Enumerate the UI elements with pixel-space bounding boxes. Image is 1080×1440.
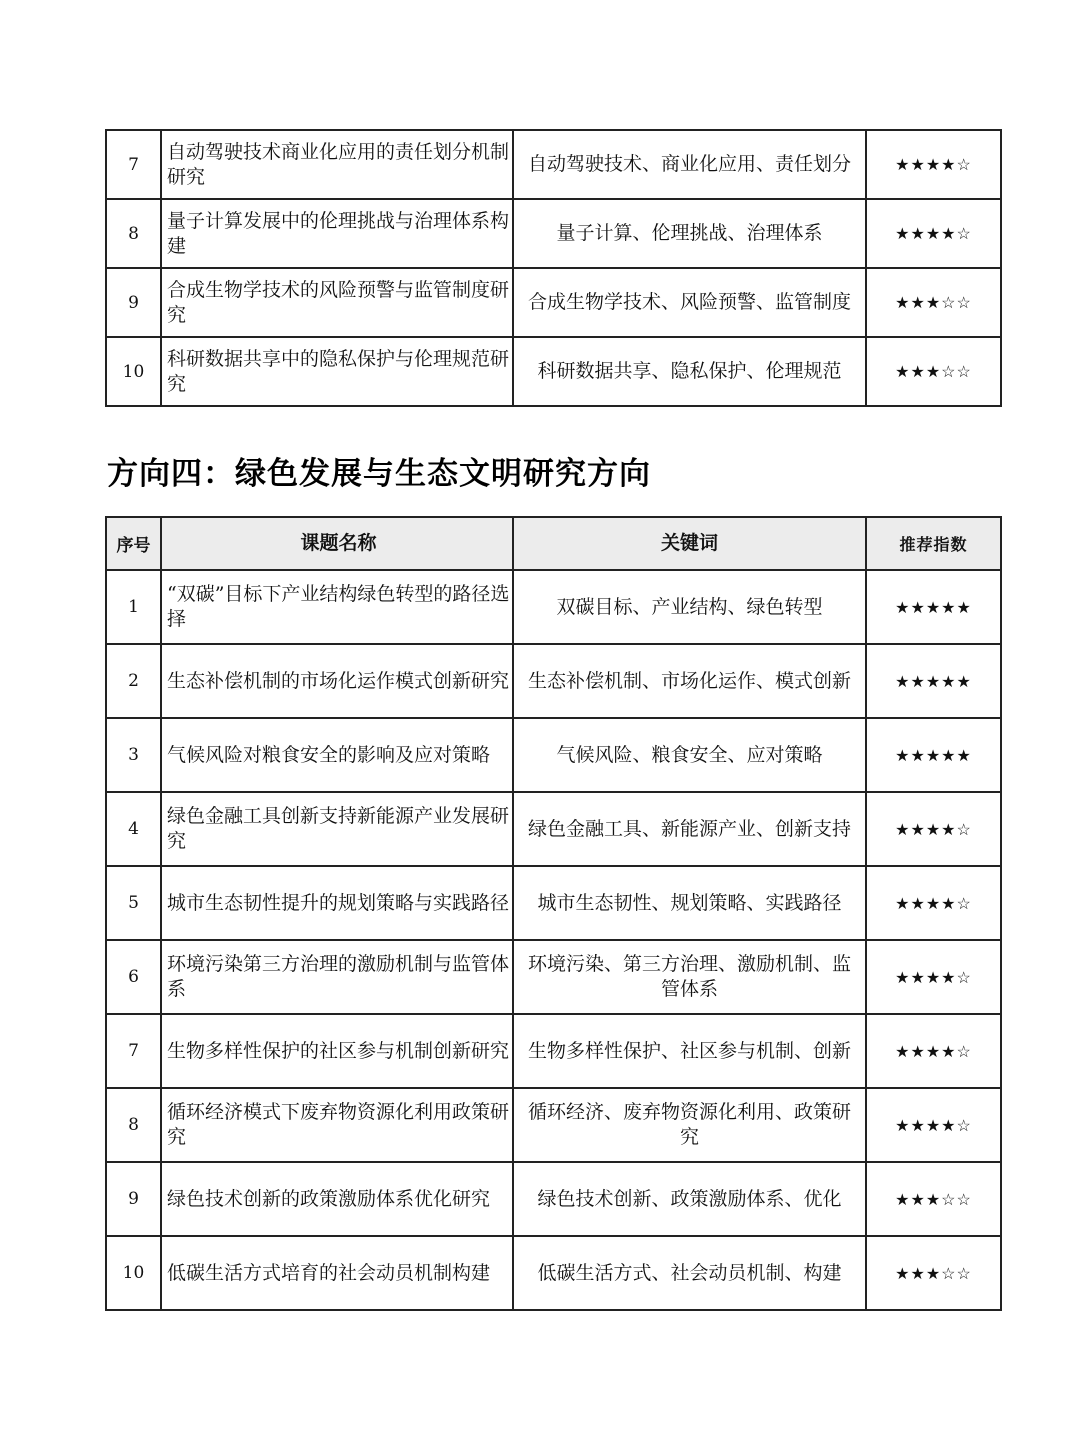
topic-title: 气候风险对粮食安全的影响及应对策略 <box>161 718 513 792</box>
row-number: 10 <box>106 337 161 406</box>
star-rating: ★★★☆☆ <box>866 337 1001 406</box>
table-row <box>106 570 1001 644</box>
topic-keywords: 双碳目标、产业结构、绿色转型 <box>513 570 866 644</box>
star-rating: ★★★★☆ <box>866 1014 1001 1088</box>
row-number: 1 <box>106 570 161 644</box>
table-header-row <box>106 517 1001 570</box>
star-rating: ★★★☆☆ <box>866 268 1001 337</box>
topic-title: 生物多样性保护的社区参与机制创新研究 <box>161 1014 513 1088</box>
star-rating: ★★★★★ <box>866 718 1001 792</box>
topic-keywords: 气候风险、粮食安全、应对策略 <box>513 718 866 792</box>
row-number: 7 <box>106 130 161 199</box>
topic-title: 低碳生活方式培育的社会动员机制构建 <box>161 1236 513 1310</box>
topic-keywords: 科研数据共享、隐私保护、伦理规范 <box>513 337 866 406</box>
topic-keywords: 城市生态韧性、规划策略、实践路径 <box>513 866 866 940</box>
topic-keywords: 生态补偿机制、市场化运作、模式创新 <box>513 644 866 718</box>
topic-keywords: 绿色金融工具、新能源产业、创新支持 <box>513 792 866 866</box>
table-row <box>106 940 1001 1014</box>
topic-title: 循环经济模式下废弃物资源化利用政策研究 <box>161 1088 513 1162</box>
topic-title: 合成生物学技术的风险预警与监管制度研究 <box>161 268 513 337</box>
row-number: 8 <box>106 1088 161 1162</box>
topic-title: 城市生态韧性提升的规划策略与实践路径 <box>161 866 513 940</box>
star-rating: ★★★★☆ <box>866 940 1001 1014</box>
header-keywords: 关键词 <box>513 517 866 570</box>
topic-keywords: 自动驾驶技术、商业化应用、责任划分 <box>513 130 866 199</box>
section-heading: 方向四：绿色发展与生态文明研究方向 <box>107 456 651 492</box>
topic-table-continued <box>105 129 1002 407</box>
header-rating: 推荐指数 <box>866 517 1001 570</box>
table-row <box>106 130 1001 199</box>
topic-keywords: 循环经济、废弃物资源化利用、政策研究 <box>513 1088 866 1162</box>
row-number: 9 <box>106 268 161 337</box>
table-row <box>106 1014 1001 1088</box>
table-row <box>106 792 1001 866</box>
table-row <box>106 718 1001 792</box>
topic-keywords: 绿色技术创新、政策激励体系、优化 <box>513 1162 866 1236</box>
row-number: 3 <box>106 718 161 792</box>
star-rating: ★★★★☆ <box>866 130 1001 199</box>
star-rating: ★★★★☆ <box>866 792 1001 866</box>
table-row <box>106 337 1001 406</box>
topic-title: 绿色技术创新的政策激励体系优化研究 <box>161 1162 513 1236</box>
star-rating: ★★★★☆ <box>866 199 1001 268</box>
table-row <box>106 1162 1001 1236</box>
topic-title: 生态补偿机制的市场化运作模式创新研究 <box>161 644 513 718</box>
topic-keywords: 生物多样性保护、社区参与机制、创新 <box>513 1014 866 1088</box>
row-number: 8 <box>106 199 161 268</box>
table-row <box>106 866 1001 940</box>
row-number: 2 <box>106 644 161 718</box>
table-row <box>106 1088 1001 1162</box>
topic-title: 量子计算发展中的伦理挑战与治理体系构建 <box>161 199 513 268</box>
row-number: 10 <box>106 1236 161 1310</box>
star-rating: ★★★★★ <box>866 570 1001 644</box>
row-number: 5 <box>106 866 161 940</box>
topic-title: 环境污染第三方治理的激励机制与监管体系 <box>161 940 513 1014</box>
star-rating: ★★★☆☆ <box>866 1236 1001 1310</box>
table-row <box>106 644 1001 718</box>
topic-table-green-development <box>105 516 1002 1311</box>
table-row <box>106 268 1001 337</box>
row-number: 6 <box>106 940 161 1014</box>
topic-title: 绿色金融工具创新支持新能源产业发展研究 <box>161 792 513 866</box>
topic-title: “双碳”目标下产业结构绿色转型的路径选择 <box>161 570 513 644</box>
topic-keywords: 低碳生活方式、社会动员机制、构建 <box>513 1236 866 1310</box>
header-number: 序号 <box>106 517 161 570</box>
topic-title: 自动驾驶技术商业化应用的责任划分机制研究 <box>161 130 513 199</box>
star-rating: ★★★☆☆ <box>866 1162 1001 1236</box>
row-number: 9 <box>106 1162 161 1236</box>
row-number: 4 <box>106 792 161 866</box>
topic-keywords: 合成生物学技术、风险预警、监管制度 <box>513 268 866 337</box>
star-rating: ★★★★☆ <box>866 866 1001 940</box>
row-number: 7 <box>106 1014 161 1088</box>
table-row <box>106 199 1001 268</box>
star-rating: ★★★★☆ <box>866 1088 1001 1162</box>
table-row <box>106 1236 1001 1310</box>
star-rating: ★★★★★ <box>866 644 1001 718</box>
header-title: 课题名称 <box>161 517 513 570</box>
topic-keywords: 环境污染、第三方治理、激励机制、监管体系 <box>513 940 866 1014</box>
topic-title: 科研数据共享中的隐私保护与伦理规范研究 <box>161 337 513 406</box>
topic-keywords: 量子计算、伦理挑战、治理体系 <box>513 199 866 268</box>
